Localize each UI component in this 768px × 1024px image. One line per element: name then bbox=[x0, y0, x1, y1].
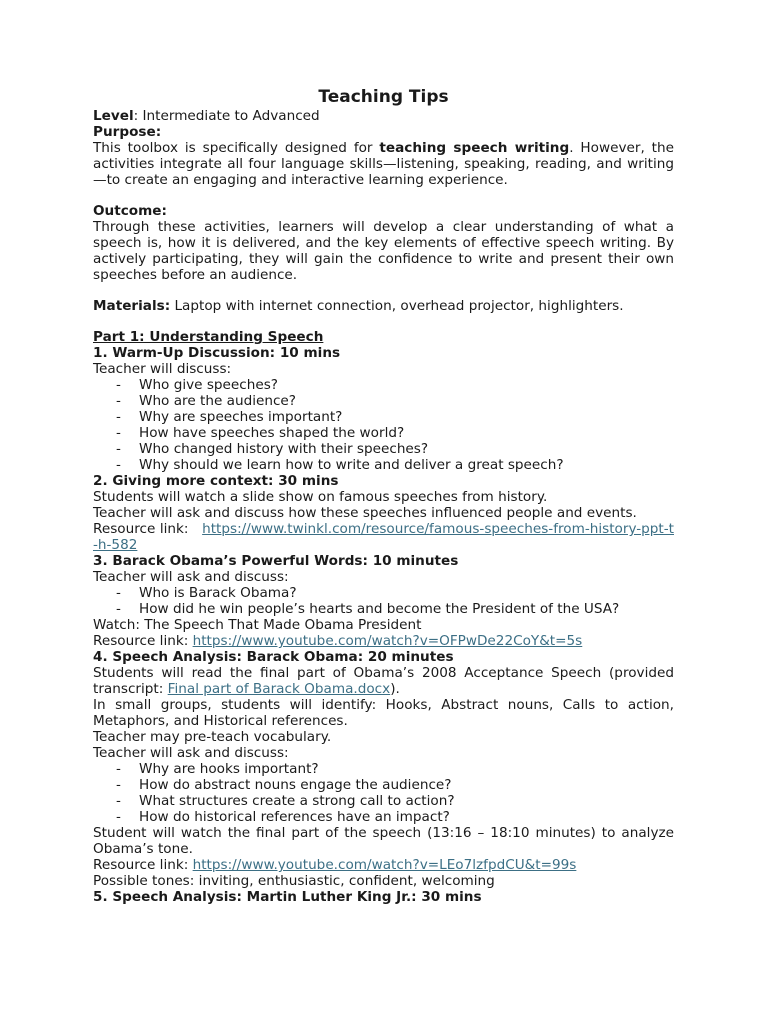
resource-label: Resource link: bbox=[93, 633, 193, 649]
level-label: Level bbox=[93, 108, 134, 124]
section4-groups: In small groups, students will identify: Hooks, Abstract nouns, Calls to action, Metaphors, and Historical references. bbox=[93, 697, 674, 729]
list-item: - How do historical references have an impact? bbox=[116, 809, 674, 825]
section4-list bbox=[93, 761, 674, 825]
purpose-text: This toolbox is specifically designed for teaching speech writing. However, the activities integrate all four language skills—listening, speaking, reading, and writing—to create an engaging and interactive learning experience. bbox=[93, 140, 674, 188]
section3-resource bbox=[93, 633, 674, 649]
twinkl-resource-link[interactable]: https://www.twinkl.com/resource/famous-speeches-from-history-ppt-t-h-582 bbox=[93, 521, 674, 553]
section1-intro: Teacher will discuss: bbox=[93, 361, 232, 377]
materials-label: Materials: bbox=[93, 298, 171, 314]
section4-read: Students will read the final part of Obama’s 2008 Acceptance Speech (provided transcript: Final part of Barack Obama.docx). bbox=[93, 665, 674, 697]
list-item: - How have speeches shaped the world? bbox=[116, 425, 674, 441]
document-body bbox=[93, 88, 674, 905]
section2-heading: 2. Giving more context: 30 mins bbox=[93, 473, 339, 489]
section1-list bbox=[93, 377, 674, 473]
outcome-text: Through these activities, learners will develop a clear understanding of what a speech is, how it is delivered, and the key elements of effective speech writing. By actively participating, they will gain the confidence to write and present their own speeches before an audience. bbox=[93, 219, 674, 283]
list-item: - How do abstract nouns engage the audience? bbox=[116, 777, 674, 793]
materials-text: Laptop with internet connection, overhead projector, highlighters. bbox=[170, 298, 624, 314]
section2-line2: Teacher will ask and discuss how these speeches influenced people and events. bbox=[93, 505, 637, 521]
section3-watch: Watch: The Speech That Made Obama President bbox=[93, 617, 422, 633]
obama-youtube-link[interactable]: https://www.youtube.com/watch?v=OFPwDe22CoY&t=5s bbox=[192, 633, 583, 649]
list-item: - Who give speeches? bbox=[116, 377, 674, 393]
resource-label: Resource link: bbox=[93, 521, 189, 537]
level-line bbox=[93, 108, 674, 124]
speech-youtube-link[interactable]: https://www.youtube.com/watch?v=LEo7lzfpdCU&t=99s bbox=[192, 857, 577, 873]
section2-resource bbox=[93, 521, 674, 553]
section1-heading: 1. Warm-Up Discussion: 10 mins bbox=[93, 345, 341, 361]
transcript-doc-link[interactable]: Final part of Barack Obama.docx bbox=[167, 681, 391, 697]
list-item: - Why are hooks important? bbox=[116, 761, 674, 777]
part1-heading: Part 1: Understanding Speech bbox=[93, 329, 324, 345]
resource-label: Resource link: bbox=[93, 857, 193, 873]
section3-heading: 3. Barack Obama’s Powerful Words: 10 minutes bbox=[93, 553, 459, 569]
section3-list bbox=[93, 585, 674, 617]
list-item: - Who changed history with their speeches? bbox=[116, 441, 674, 457]
purpose-label: Purpose: bbox=[93, 124, 162, 140]
list-item: - Who are the audience? bbox=[116, 393, 674, 409]
section5-heading: 5. Speech Analysis: Martin Luther King Jr.: 30 mins bbox=[93, 889, 482, 905]
section2-line1: Students will watch a slide show on famous speeches from history. bbox=[93, 489, 548, 505]
section4-resource bbox=[93, 857, 674, 873]
purpose-bold: teaching speech writing bbox=[379, 140, 570, 156]
list-item: - What structures create a strong call to action? bbox=[116, 793, 674, 809]
list-item: - Why should we learn how to write and deliver a great speech? bbox=[116, 457, 674, 473]
list-item: - Why are speeches important? bbox=[116, 409, 674, 425]
materials-line bbox=[93, 298, 674, 314]
section4-heading: 4. Speech Analysis: Barack Obama: 20 minutes bbox=[93, 649, 454, 665]
list-item: - How did he win people’s hearts and become the President of the USA? bbox=[116, 601, 674, 617]
list-item: - Who is Barack Obama? bbox=[116, 585, 674, 601]
section4-tones: Possible tones: inviting, enthusiastic, confident, welcoming bbox=[93, 873, 495, 889]
level-value: : Intermediate to Advanced bbox=[133, 108, 320, 124]
outcome-label: Outcome: bbox=[93, 203, 167, 219]
section4-watch: Student will watch the final part of the speech (13:16 – 18:10 minutes) to analyze Obama’s tone. bbox=[93, 825, 674, 857]
section3-intro: Teacher will ask and discuss: bbox=[93, 569, 289, 585]
section4-intro: Teacher will ask and discuss: bbox=[93, 745, 289, 761]
section4-preteach: Teacher may pre-teach vocabulary. bbox=[93, 729, 332, 745]
page-title: Teaching Tips bbox=[318, 87, 449, 107]
